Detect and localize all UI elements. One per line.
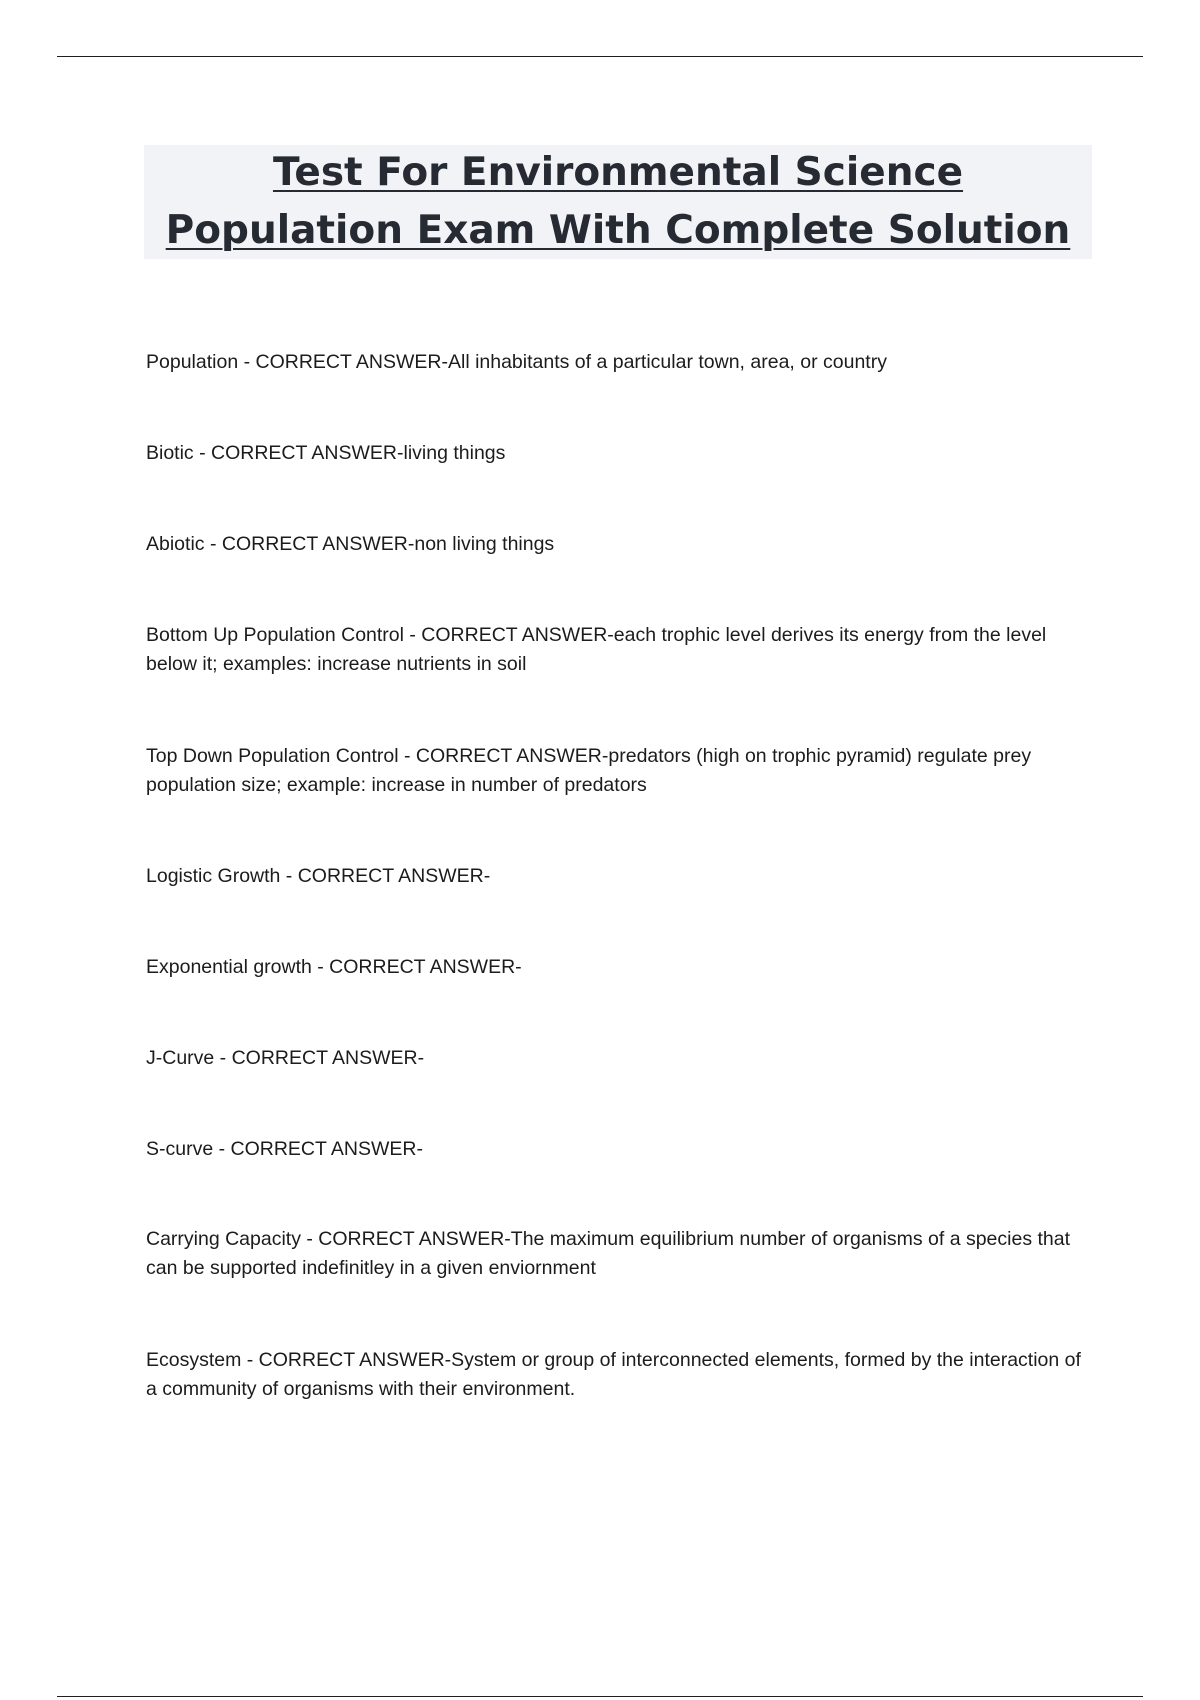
qa-item-abiotic: Abiotic - CORRECT ANSWER-non living things (146, 533, 555, 555)
bottom-divider (57, 1696, 1143, 1697)
qa-item-carrying-capacity: Carrying Capacity - CORRECT ANSWER-The maximum equilibrium number of organisms of a species that can be supported indefinitley in a given enviornment (146, 1228, 1071, 1279)
qa-item-top-down-control: Top Down Population Control - CORRECT ANSWER-predators (high on trophic pyramid) regulate prey population size; example: increase in number of predators (146, 745, 1032, 796)
qa-item-bottom-up-control: Bottom Up Population Control - CORRECT ANSWER-each trophic level derives its energy from the level below it; examples: increase nutrients in soil (146, 624, 1047, 675)
document-title (144, 145, 1092, 259)
title-line-1: Test For Environmental Science (272, 150, 964, 195)
qa-item-j-curve: J-Curve - CORRECT ANSWER- (146, 1047, 425, 1069)
title-line-2: Population Exam With Complete Solution (165, 208, 1071, 253)
qa-item-exponential-growth: Exponential growth - CORRECT ANSWER- (146, 956, 522, 978)
qa-item-population: Population - CORRECT ANSWER-All inhabitants of a particular town, area, or country (146, 351, 887, 373)
qa-item-biotic: Biotic - CORRECT ANSWER-living things (146, 442, 506, 464)
top-divider (57, 56, 1143, 57)
qa-item-logistic-growth: Logistic Growth - CORRECT ANSWER- (146, 865, 491, 887)
qa-item-ecosystem: Ecosystem - CORRECT ANSWER-System or group of interconnected elements, formed by the interaction of a community of organisms with their environment. (146, 1349, 1081, 1400)
qa-item-s-curve: S-curve - CORRECT ANSWER- (146, 1138, 423, 1160)
